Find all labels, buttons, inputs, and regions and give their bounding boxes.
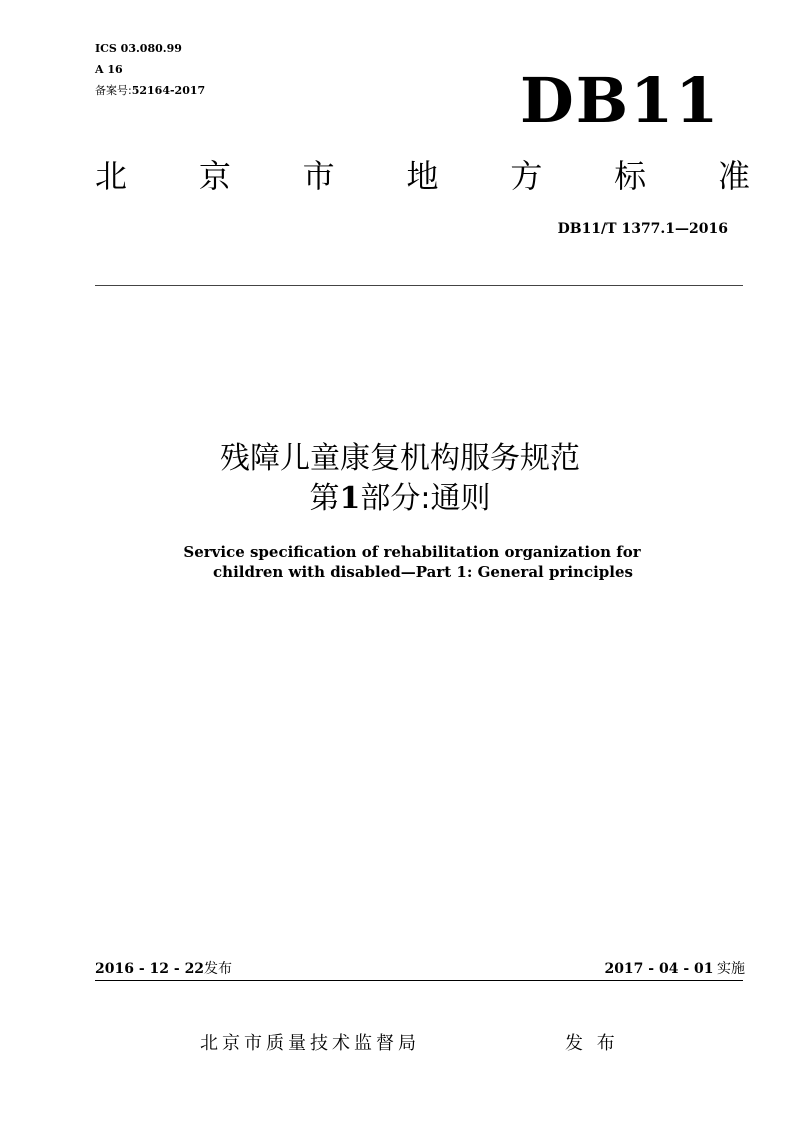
- header-divider: [95, 285, 743, 286]
- standard-type-char: 市: [302, 157, 335, 195]
- issuer-verb: 发 布: [565, 1033, 619, 1054]
- chinese-title-line-2: [0, 480, 800, 518]
- standard-type-char: 北: [95, 157, 128, 195]
- publish-date: [95, 960, 232, 979]
- part-suffix: 部分:通则: [360, 481, 491, 516]
- standard-type-char: 准: [717, 157, 750, 195]
- date-divider: [95, 980, 743, 981]
- standard-number: DB11/T 1377.1—2016: [557, 221, 728, 237]
- english-title-line-2: children with disabled—Part 1: General principles: [213, 563, 633, 581]
- publish-date-label: 发布: [204, 961, 233, 977]
- db11-badge: DB11: [520, 64, 721, 137]
- publish-date-value: 2016 - 12 - 22: [95, 961, 205, 977]
- record-number: [95, 84, 205, 98]
- part-number: 1: [339, 481, 361, 516]
- issuer-name: 北京市质量技术监督局: [200, 1033, 420, 1054]
- category-code: A 16: [95, 63, 123, 76]
- implement-date-label: 实施: [717, 961, 745, 977]
- part-prefix: 第: [309, 481, 340, 516]
- english-title-line-1: Service specification of rehabilitation organization for: [183, 543, 641, 561]
- implement-date-value: 2017 - 04 - 01: [604, 961, 714, 977]
- standard-type-char: 地: [406, 157, 439, 195]
- record-label: 备案号:: [95, 84, 132, 97]
- chinese-title-line-1: 残障儿童康复机构服务规范: [220, 441, 580, 476]
- standard-type-char: 标: [614, 157, 647, 195]
- standard-type-char: 方: [510, 157, 543, 195]
- standard-type-title: [95, 156, 750, 196]
- ics-code: ICS 03.080.99: [95, 42, 182, 55]
- implement-date: [604, 960, 745, 979]
- record-value: 52164-2017: [131, 84, 206, 97]
- standard-type-char: 京: [198, 157, 231, 195]
